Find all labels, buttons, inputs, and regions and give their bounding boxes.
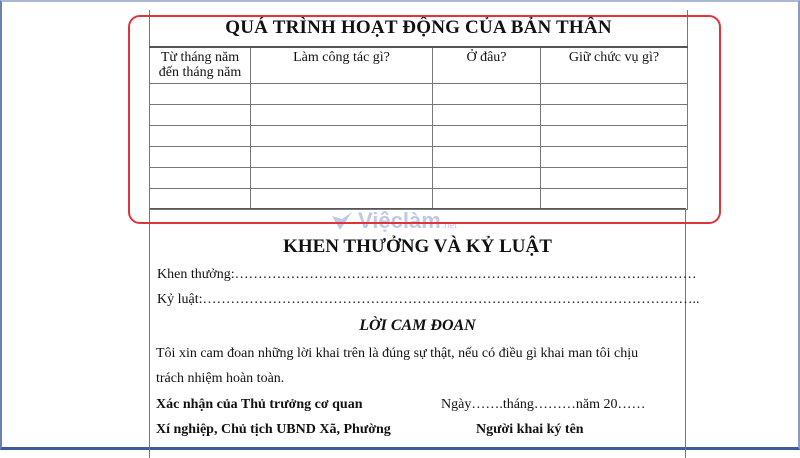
watermark (330, 210, 457, 232)
pledge-title: LỜI CAM ĐOAN (359, 317, 476, 334)
table-cell[interactable] (541, 147, 688, 168)
column-header-period: Từ tháng năm đến tháng năm (150, 47, 251, 84)
table-cell[interactable] (541, 168, 688, 189)
table-cell[interactable] (251, 189, 433, 210)
discipline-line: Kỷ luật:…………………………………………………………………………………………….. (157, 292, 700, 307)
confirm-label-line2: Xí nghiệp, Chủ tịch UBND Xã, Phường (156, 422, 391, 437)
table-cell[interactable] (433, 126, 541, 147)
table-cell[interactable] (150, 168, 251, 189)
table-cell[interactable] (251, 105, 433, 126)
table-cell[interactable] (433, 168, 541, 189)
table-cell[interactable] (433, 189, 541, 210)
rewards-title: KHEN THƯỞNG VÀ KỶ LUẬT (283, 236, 552, 257)
table-cell[interactable] (541, 105, 688, 126)
table-cell[interactable] (541, 84, 688, 105)
column-header-position: Giữ chức vụ gì? (541, 47, 688, 84)
pledge-text-line1: Tôi xin cam đoan những lời khai trên là đúng sự thật, nếu có điều gì khai man tôi chịu (156, 346, 639, 361)
watermark-text: Việclàm (358, 208, 441, 233)
table-row (150, 105, 688, 126)
table-cell[interactable] (433, 147, 541, 168)
table-cell[interactable] (251, 168, 433, 189)
column-header-location: Ở đâu? (433, 47, 541, 84)
signer-label: Người khai ký tên (476, 422, 584, 437)
pledge-text-line2: trách nhiệm hoàn toàn. (156, 371, 285, 386)
table-header-row (150, 47, 688, 84)
table-row (150, 84, 688, 105)
table-row (150, 168, 688, 189)
table-row (150, 189, 688, 210)
confirm-label-line1: Xác nhận của Thủ trưởng cơ quan (156, 397, 363, 412)
table-cell[interactable] (251, 126, 433, 147)
table-cell[interactable] (251, 84, 433, 105)
table-cell[interactable] (541, 126, 688, 147)
table-cell[interactable] (150, 147, 251, 168)
table-cell[interactable] (433, 105, 541, 126)
watermark-suffix: .net (441, 220, 457, 230)
table-cell[interactable] (433, 84, 541, 105)
table-cell[interactable] (150, 84, 251, 105)
table-row (150, 126, 688, 147)
date-line: Ngày…….tháng………năm 20…… (441, 397, 646, 412)
table-row (150, 147, 688, 168)
table-cell[interactable] (150, 105, 251, 126)
table-cell[interactable] (150, 189, 251, 210)
reward-line: Khen thưởng:……………………………………………………………………………………… (157, 267, 697, 282)
table-cell[interactable] (150, 126, 251, 147)
table-cell[interactable] (251, 147, 433, 168)
vieclam-logo-icon (330, 210, 354, 232)
table-cell[interactable] (541, 189, 688, 210)
work-history-table (149, 10, 688, 210)
work-history-title: QUÁ TRÌNH HOẠT ĐỘNG CỦA BẢN THÂN (150, 10, 688, 47)
column-header-job: Làm công tác gì? (251, 47, 433, 84)
